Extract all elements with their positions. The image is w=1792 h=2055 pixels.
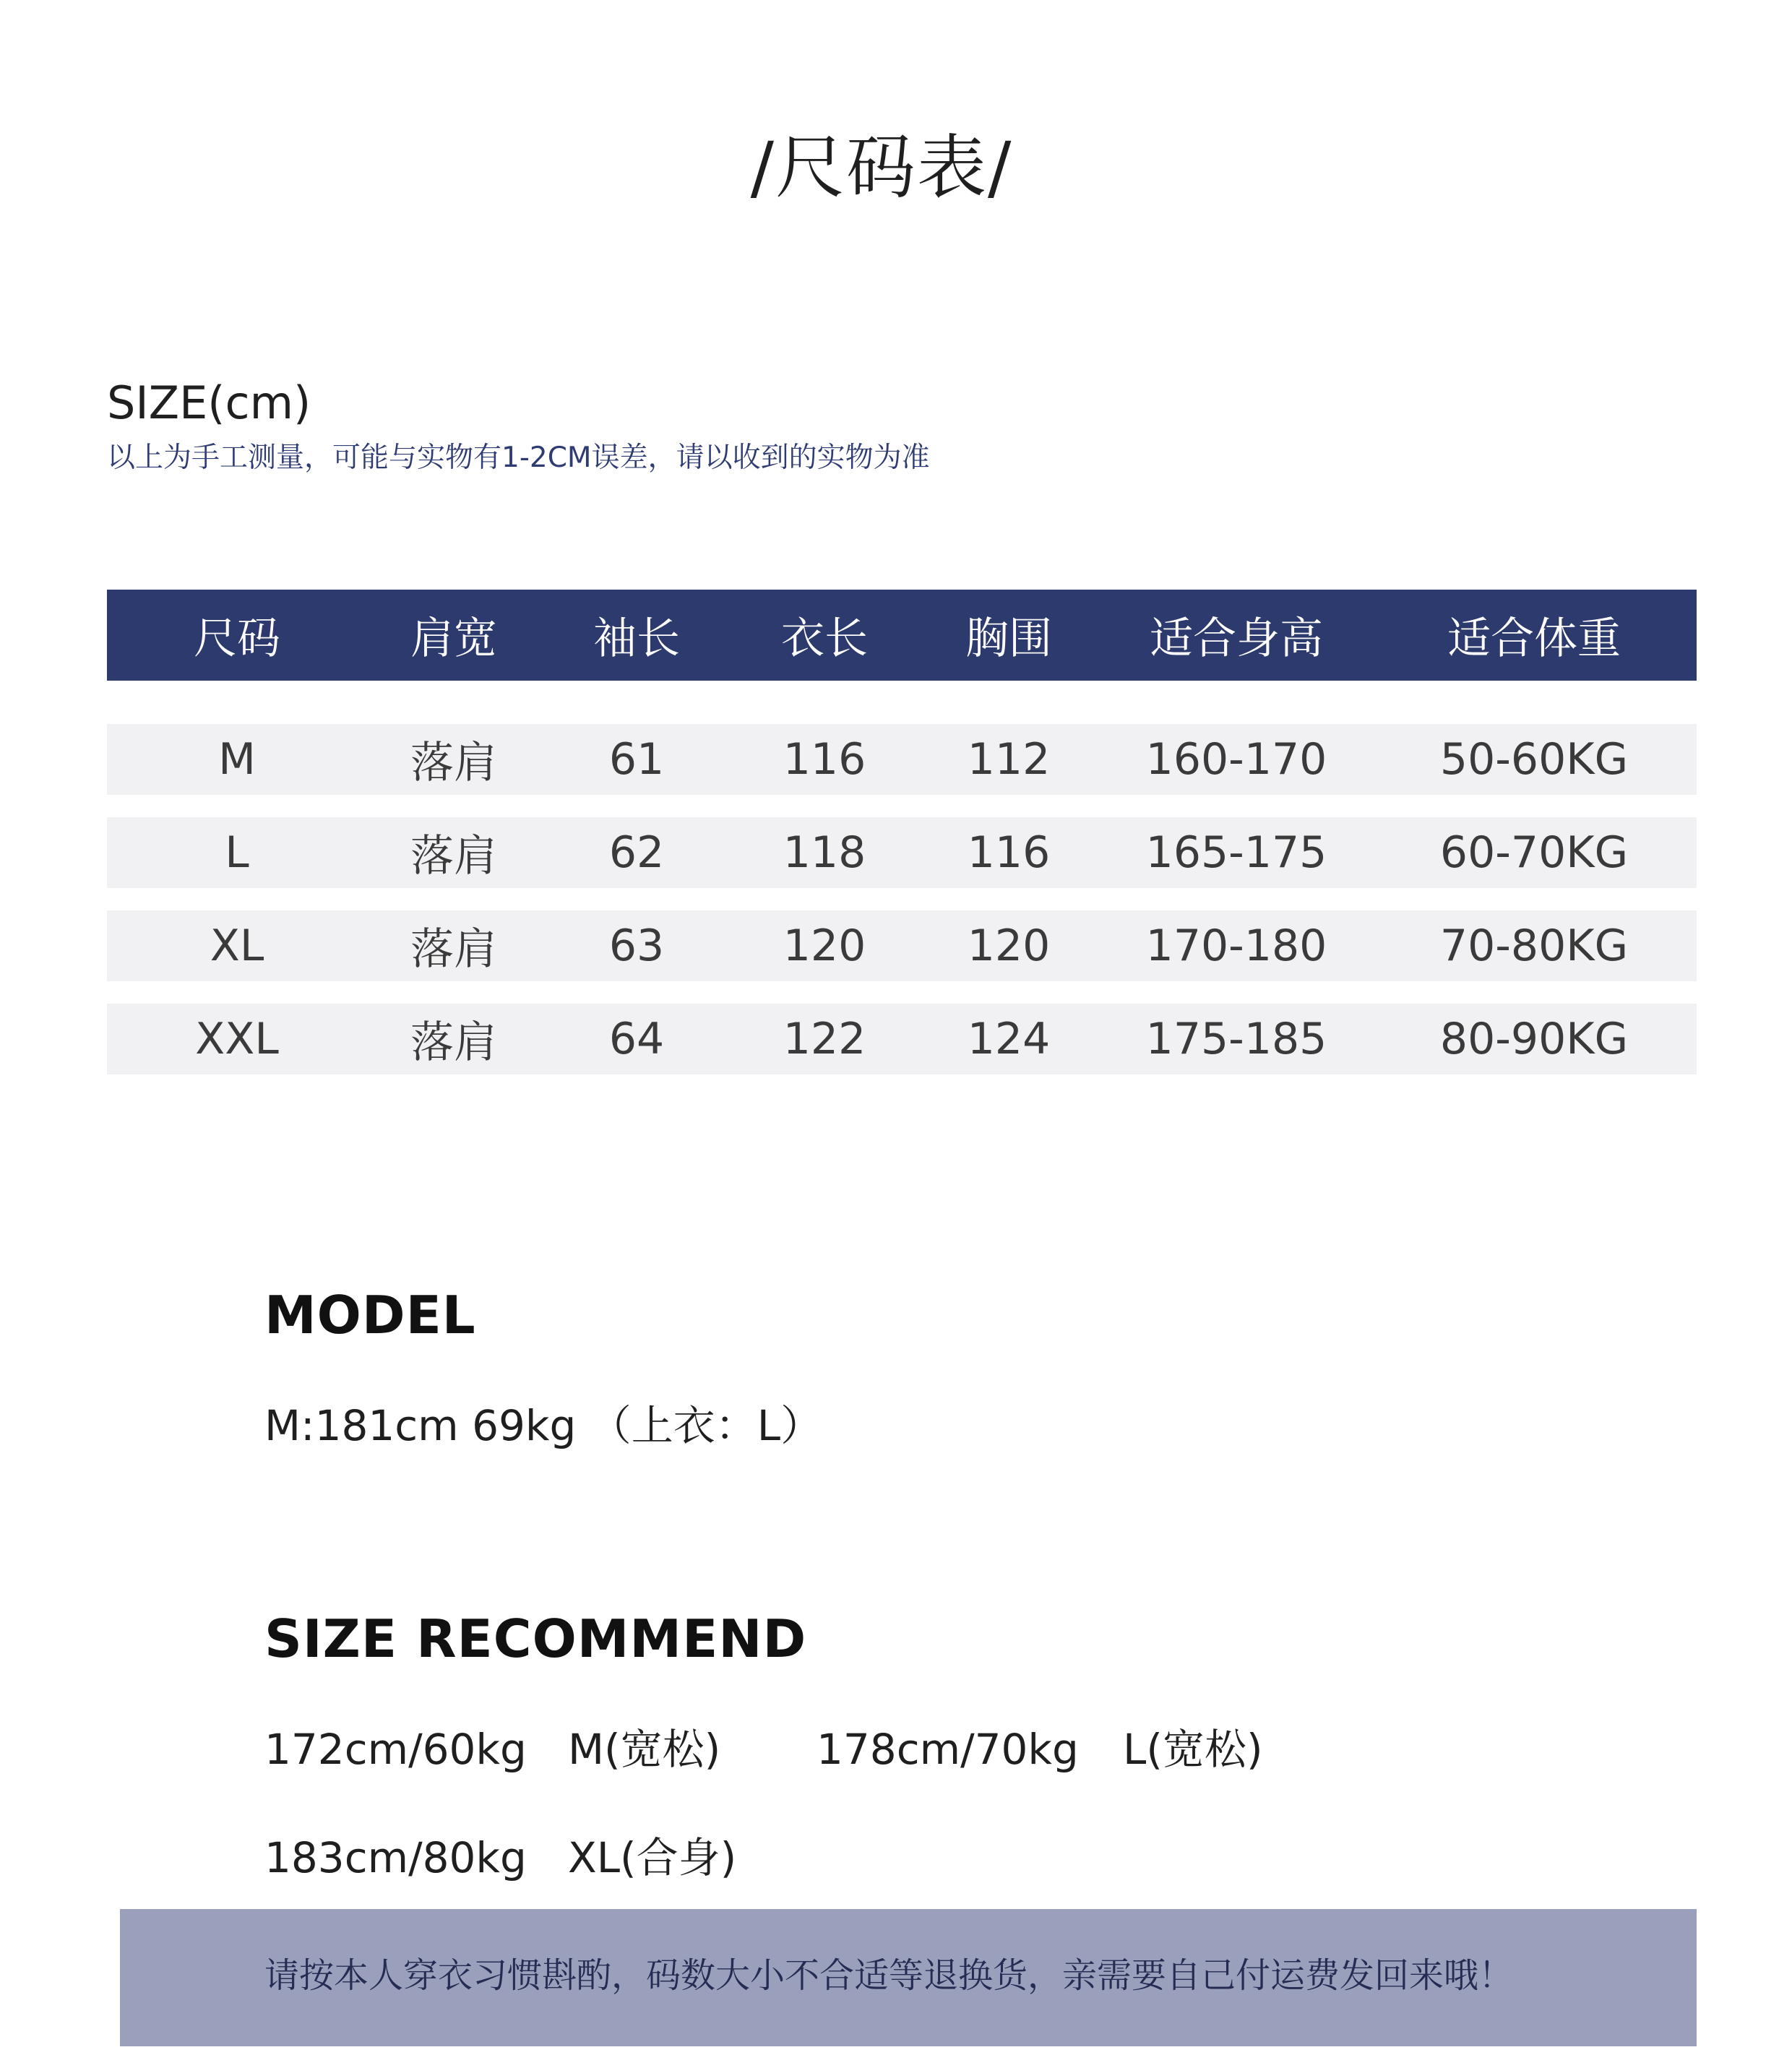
table-cell: XL: [210, 921, 264, 971]
table-cell: 62: [608, 827, 665, 878]
table-row: [107, 724, 1697, 795]
table-cell: 80-90KG: [1439, 1014, 1629, 1064]
measurement-note: 以上为手工测量，可能与实物有1-2CM误差，请以收到的实物为准: [107, 441, 930, 474]
table-header: [107, 590, 1697, 681]
notice-banner: [120, 1909, 1697, 2046]
header-sleeve: 袖长: [593, 613, 680, 664]
table-cell: 122: [783, 1014, 866, 1064]
size-recommend-heading: SIZE RECOMMEND: [264, 1608, 807, 1669]
table-cell: 112: [967, 734, 1051, 785]
header-chest: 胸围: [965, 613, 1052, 664]
table-cell: 64: [608, 1014, 665, 1064]
table-cell: 116: [967, 827, 1051, 878]
table-cell: 61: [608, 734, 665, 785]
recommend-size-2: L(宽松): [1123, 1725, 1263, 1774]
model-heading: MODEL: [264, 1285, 476, 1345]
size-table: [107, 590, 1697, 1097]
table-cell: 165-175: [1145, 827, 1327, 878]
table-cell: XXL: [195, 1014, 279, 1064]
table-cell: L: [225, 827, 249, 878]
table-row: [107, 817, 1697, 888]
table-cell: 124: [967, 1014, 1051, 1064]
table-cell: 120: [967, 921, 1051, 971]
table-row: [107, 910, 1697, 981]
table-cell: 落肩: [410, 1017, 497, 1068]
table-cell: 118: [783, 827, 866, 878]
table-cell: 60-70KG: [1439, 827, 1629, 878]
header-weight: 适合体重: [1447, 613, 1621, 664]
table-cell: 落肩: [410, 924, 497, 975]
table-cell: 120: [783, 921, 866, 971]
recommend-size-1: M(宽松): [568, 1725, 721, 1774]
table-cell: 175-185: [1145, 1014, 1327, 1064]
table-cell: 落肩: [410, 831, 497, 882]
recommend-body-2: 178cm/70kg: [817, 1725, 1079, 1774]
table-cell: 50-60KG: [1439, 734, 1629, 785]
table-cell: M: [218, 734, 256, 785]
recommend-body-1: 172cm/60kg: [264, 1725, 527, 1774]
table-cell: 70-80KG: [1439, 921, 1629, 971]
notice-text: 请按本人穿衣习惯斟酌，码数大小不合适等退换货，亲需要自己付运费发回来哦！: [264, 1955, 1514, 1996]
header-shoulder: 肩宽: [410, 613, 497, 664]
size-unit-label: SIZE(cm): [107, 376, 311, 429]
table-cell: 63: [608, 921, 665, 971]
table-cell: 落肩: [410, 738, 497, 788]
model-info: M:181cm 69kg （上衣：L）: [264, 1401, 823, 1450]
page-title: /尺码表/: [750, 127, 1013, 208]
header-length: 衣长: [781, 613, 868, 664]
recommend-size-3: XL(合身): [568, 1833, 737, 1882]
table-row: [107, 1004, 1697, 1074]
recommend-body-3: 183cm/80kg: [264, 1833, 527, 1882]
header-height: 适合身高: [1150, 613, 1323, 664]
header-size: 尺码: [194, 613, 280, 664]
table-cell: 170-180: [1145, 921, 1327, 971]
table-cell: 116: [783, 734, 866, 785]
table-cell: 160-170: [1145, 734, 1327, 785]
